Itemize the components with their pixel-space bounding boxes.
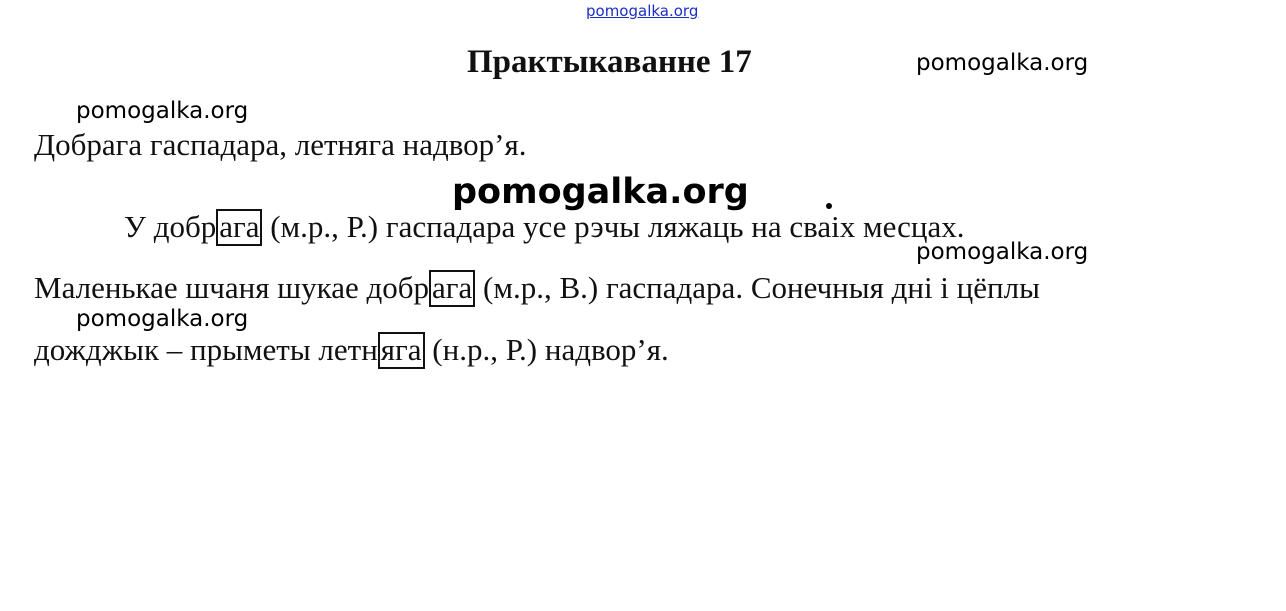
- watermark-center: pomogalka.org: [452, 172, 749, 212]
- line-2-rest: (м.р., Р.) гаспадара усе рэчы ляжаць на сваіх месцах.: [262, 209, 965, 244]
- watermark-right-1: pomogalka.org: [916, 50, 1089, 76]
- line-2-stem: У добр: [124, 209, 217, 244]
- line-4-ending-box: яга: [378, 332, 425, 369]
- exercise-title: Практыкаванне 17: [467, 44, 752, 80]
- text-line-3: [34, 270, 1040, 307]
- text-line-2: [124, 209, 964, 246]
- line-3-ending-box: ага: [429, 270, 475, 307]
- watermark-top-link[interactable]: pomogalka.org: [586, 2, 699, 20]
- line-4-rest: (н.р., Р.) надвор’я.: [424, 332, 669, 367]
- watermark-left-2: pomogalka.org: [76, 306, 249, 332]
- line-4-stem: дожджык – прыметы летн: [34, 332, 378, 367]
- text-line-1: Добрага гаспадара, летняга надвор’я.: [34, 127, 527, 162]
- watermark-left-1: pomogalka.org: [76, 98, 249, 124]
- text-line-4: [34, 332, 669, 369]
- line-2-ending-box: ага: [216, 209, 262, 246]
- line-3-stem: Маленькае шчаня шукае добр: [34, 270, 430, 305]
- line-3-rest: (м.р., В.) гаспадара. Сонечныя дні і цёплы: [475, 270, 1040, 305]
- watermark-right-2: pomogalka.org: [916, 239, 1089, 265]
